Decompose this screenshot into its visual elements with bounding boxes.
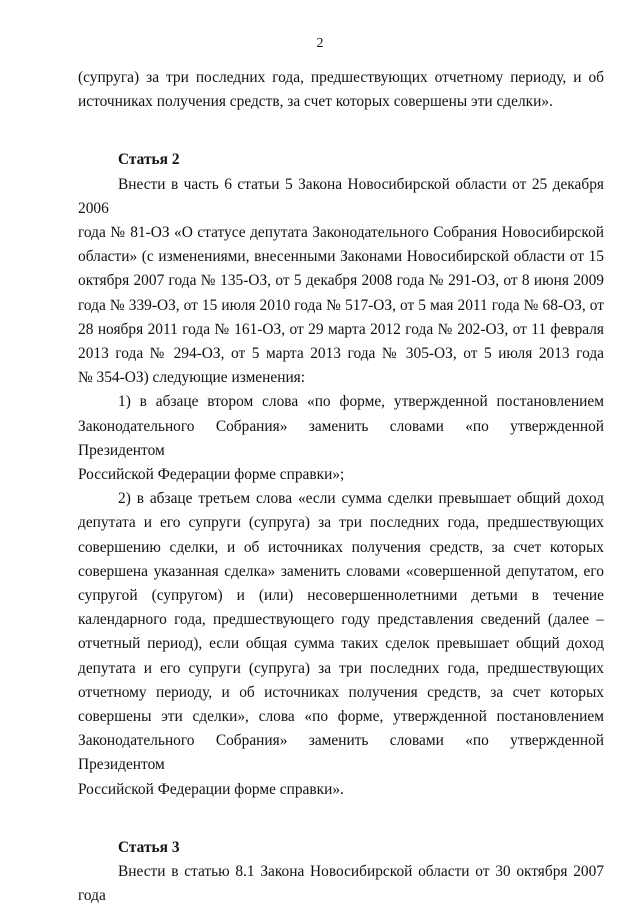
article-2-line: года № 339-ОЗ, от 15 июля 2010 года № 517-ОЗ, от 5 мая 2011 года № 68-ОЗ, от: [78, 296, 604, 314]
amendment-item-2-line: совершена указанная сделка» заменить словами «совершенной депутатом, его: [78, 562, 604, 580]
intro-line: источниках получения средств, за счет которых совершены эти сделки».: [78, 93, 553, 111]
article-2-line: области» (с изменениями, внесенными Законами Новосибирской области от 15: [78, 248, 604, 266]
amendment-item-2-line: отчетный период), если общая сумма таких сделок превышает общий доход: [78, 635, 604, 653]
amendment-item-2-line: 2) в абзаце третьем слова «если сумма сделки превышает общий доход: [118, 490, 604, 508]
article-2-line: года № 81-ОЗ «О статусе депутата Законодательного Собрания Новосибирской: [78, 224, 604, 242]
amendment-item-2-line: депутата и его супруги (супруга) за три последних года, предшествующих: [78, 514, 604, 532]
amendment-item-2-line: календарного года, предшествующего году представления сведений (далее –: [78, 611, 604, 629]
article-2-heading: Статья 2: [118, 151, 180, 169]
amendment-item-2-line: Законодательного Собрания» заменить словами «по утвержденной Президентом: [78, 732, 604, 774]
article-2-line: 2013 года № 294-ОЗ, от 5 марта 2013 года № 305-ОЗ, от 5 июля 2013 года: [78, 345, 604, 363]
amendment-item-2-line: совершены эти сделки», слова «по форме, утвержденной постановлением: [78, 708, 604, 726]
amendment-item-2-line: отчетному периоду, и об источниках получения средств, за счет которых: [78, 683, 604, 701]
page-number: 2: [316, 36, 324, 51]
spacer: [78, 802, 604, 836]
amendment-item-2-line: Российской Федерации форме справки».: [78, 780, 344, 798]
spacer: [78, 114, 604, 148]
article-2-line: № 354-ОЗ) следующие изменения:: [78, 369, 306, 387]
intro-line: (супруга) за три последних года, предшествующих отчетному периоду, и об: [78, 69, 604, 86]
article-2-line: Внести в часть 6 статьи 5 Закона Новосибирской области от 25 декабря 2006: [78, 175, 604, 217]
article-3-heading: Статья 3: [118, 838, 180, 856]
article-3-line: Внести в статью 8.1 Закона Новосибирской области от 30 октября 2007 года: [78, 863, 604, 905]
amendment-item-2-line: супругой (супругом) и (или) несовершеннолетними детьми в течение: [78, 587, 604, 605]
amendment-item-1-line: Законодательного Собрания» заменить словами «по утвержденной Президентом: [78, 417, 604, 459]
article-2-line: октября 2007 года № 135-ОЗ, от 5 декабря 2008 года № 291-ОЗ, от 8 июня 2009: [78, 272, 604, 290]
amendment-item-1-line: Российской Федерации форме справки»;: [78, 466, 345, 484]
article-2-line: 28 ноября 2011 года № 161-ОЗ, от 29 марта 2012 года № 202-ОЗ, от 11 февраля: [78, 320, 604, 338]
amendment-item-1-line: 1) в абзаце втором слова «по форме, утвержденной постановлением: [118, 393, 604, 411]
amendment-item-2-line: совершению сделки, и об источниках получения средств, за счет которых: [78, 538, 604, 556]
amendment-item-2-line: депутата и его супруги (супруга) за три последних года, предшествующих: [78, 659, 604, 677]
document-body: [78, 66, 604, 909]
